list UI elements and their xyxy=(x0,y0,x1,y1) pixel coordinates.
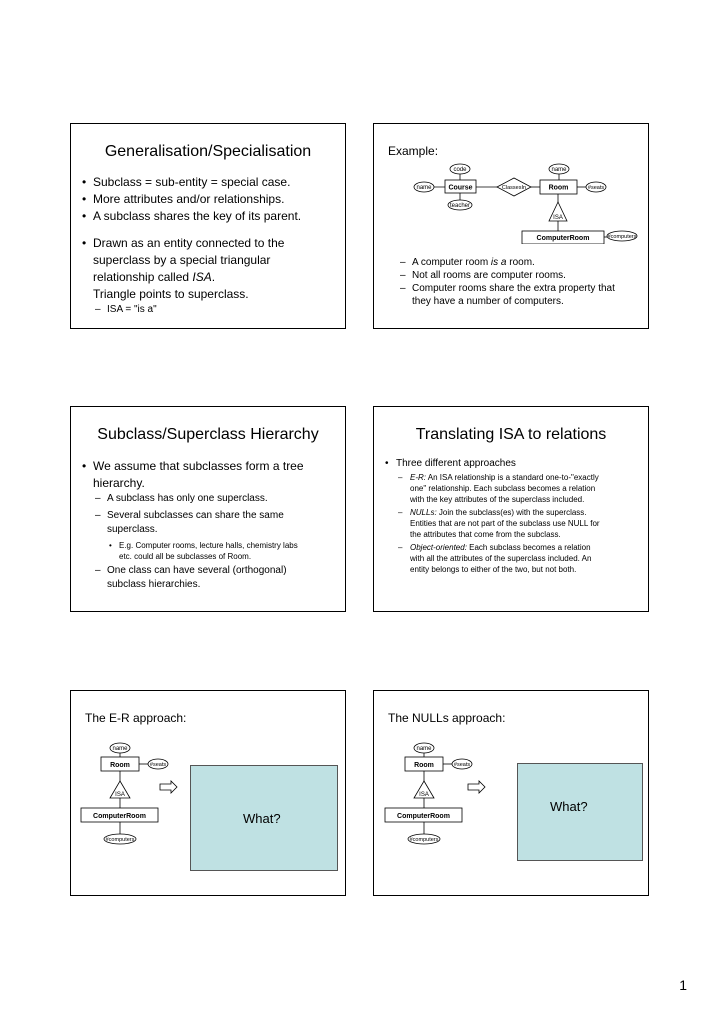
sub-bullet-item: – ISA = "is a" xyxy=(79,303,341,316)
page-number: 1 xyxy=(679,977,687,993)
text: with all the attributes of the superclass included. An xyxy=(410,554,592,563)
emphasis: Object-oriented: xyxy=(410,543,467,552)
attribute-seats xyxy=(452,759,472,769)
slide-translating-isa xyxy=(373,406,649,612)
bullet-list xyxy=(79,174,341,316)
label: Room xyxy=(110,762,130,769)
isa-triangle xyxy=(549,202,567,221)
bullet-item: • More attributes and/or relationships. xyxy=(79,191,341,208)
attribute-seats xyxy=(148,759,168,769)
bullet-item xyxy=(79,235,341,303)
entity-course xyxy=(445,180,476,193)
text: E.g. Computer rooms, lecture halls, chemistry labs xyxy=(119,541,298,550)
entity-room xyxy=(405,757,443,771)
attribute-seats xyxy=(586,182,606,192)
label: #computers xyxy=(105,837,135,843)
isa-triangle xyxy=(414,781,434,798)
attribute-name-top xyxy=(549,164,569,174)
bullet-item: • Subclass = sub-entity = special case. xyxy=(79,174,341,191)
label: #seats xyxy=(453,762,471,768)
emphasis: E-R: xyxy=(410,473,426,482)
entity-computer-room xyxy=(81,808,158,822)
sub-sub-bullet-item xyxy=(79,540,341,562)
label: #seats xyxy=(149,762,167,768)
text: entity belongs to either of the two, but not both. xyxy=(410,565,577,574)
label: ComputerRoom xyxy=(397,813,450,820)
slide-nulls-approach xyxy=(373,690,649,896)
list-item xyxy=(384,256,646,269)
text: one" relationship. Each subclass becomes a relation xyxy=(410,484,596,493)
slide-title: Example: xyxy=(388,144,439,158)
approach-object-oriented xyxy=(382,542,646,575)
text: hierarchy. xyxy=(93,476,145,490)
relationship-classes-in xyxy=(497,178,531,196)
bullet-line: relationship called xyxy=(93,270,193,284)
isa-triangle xyxy=(110,781,130,798)
attribute-computers xyxy=(607,231,637,241)
er-diagram-example xyxy=(374,124,648,244)
text: Each subclass becomes a relation xyxy=(466,543,591,552)
attribute-computers xyxy=(104,834,136,844)
entity-room xyxy=(540,180,577,194)
arrow-icon xyxy=(160,781,177,793)
text: etc. could all be subclasses of Room. xyxy=(119,552,252,561)
bullet-list xyxy=(79,458,341,592)
attribute-name xyxy=(110,743,130,753)
attribute-name-left xyxy=(414,182,434,192)
slide-title: Translating ISA to relations xyxy=(415,426,607,443)
label: ClassesIn xyxy=(501,185,527,191)
bullet-line: . xyxy=(211,270,216,284)
attribute-code xyxy=(450,164,470,174)
bullet-item: • A subclass shares the key of its parent. xyxy=(79,208,341,225)
label: ComputerRoom xyxy=(536,235,590,242)
bullet-item xyxy=(79,458,341,492)
label: ISA xyxy=(115,792,125,798)
slide-title: Subclass/Superclass Hierarchy xyxy=(97,426,319,443)
text: with the key attributes of the superclass included. xyxy=(410,495,585,504)
text: the attributes that come from the subclass. xyxy=(410,530,561,539)
label: ComputerRoom xyxy=(93,813,146,820)
emphasis: is a xyxy=(490,257,507,268)
label: code xyxy=(453,167,467,173)
entity-computer-room xyxy=(385,808,462,822)
sub-bullet-item: – A subclass has only one superclass. xyxy=(79,492,341,506)
slide-er-approach xyxy=(70,690,346,896)
bullet-line: Drawn as an entity connected to the xyxy=(93,236,285,250)
label: #seats xyxy=(587,185,605,191)
label: teacher xyxy=(449,203,471,209)
text: A computer room xyxy=(412,257,491,268)
label: ISA xyxy=(553,215,563,221)
text: Computer rooms share the extra property that xyxy=(412,283,615,294)
list-item xyxy=(384,282,646,308)
bullet-item: • Three different approaches xyxy=(382,457,646,470)
text: One class can have several (orthogonal) xyxy=(107,565,287,576)
sub-bullet-item xyxy=(79,509,341,537)
example-list xyxy=(384,256,646,308)
list-item: – Not all rooms are computer rooms. xyxy=(384,269,646,282)
text: Entities that are not part of the subclass use NULL for xyxy=(410,519,600,528)
emphasis: NULLs: xyxy=(410,508,437,517)
label: Room xyxy=(548,184,569,192)
bullet-line: superclass by a special triangular xyxy=(93,253,271,267)
text: Join the subclass(es) with the superclass. xyxy=(436,508,587,517)
arrow-icon xyxy=(468,781,485,793)
text: room. xyxy=(506,257,535,268)
bullet-emphasis: ISA xyxy=(192,270,212,284)
attribute-name xyxy=(414,743,434,753)
slide-title: The NULLs approach: xyxy=(388,711,506,725)
label: #computers xyxy=(409,837,439,843)
approach-er xyxy=(382,472,646,505)
slide-hierarchy xyxy=(70,406,346,612)
label: Course xyxy=(448,184,473,192)
label: ISA xyxy=(419,792,429,798)
label: Room xyxy=(414,762,434,769)
entity-computer-room xyxy=(522,231,604,244)
text: subclass hierarchies. xyxy=(107,579,201,590)
bullet-line: Triangle points to superclass. xyxy=(93,287,249,301)
slide-generalisation xyxy=(70,123,346,329)
label: #computers xyxy=(607,234,637,240)
label: name xyxy=(416,185,432,191)
label: name xyxy=(112,746,128,752)
text: superclass. xyxy=(107,524,158,535)
label: name xyxy=(416,746,432,752)
entity-room xyxy=(101,757,139,771)
text: they have a number of computers. xyxy=(412,296,564,307)
sub-bullet-item xyxy=(79,564,341,592)
approach-nulls xyxy=(382,507,646,540)
attribute-computers xyxy=(408,834,440,844)
slide-example xyxy=(373,123,649,329)
text: Several subclasses can share the same xyxy=(107,510,284,521)
slide-title: The E-R approach: xyxy=(85,711,187,725)
bullet-list xyxy=(382,457,646,575)
what-label: What? xyxy=(550,799,588,814)
text: We assume that subclasses form a tree xyxy=(93,459,304,473)
label: name xyxy=(551,167,567,173)
slide-title: Generalisation/Specialisation xyxy=(104,143,312,160)
attribute-teacher xyxy=(448,200,472,210)
text: An ISA relationship is a standard one-to-"exactly xyxy=(426,473,599,482)
what-label: What? xyxy=(243,811,281,826)
